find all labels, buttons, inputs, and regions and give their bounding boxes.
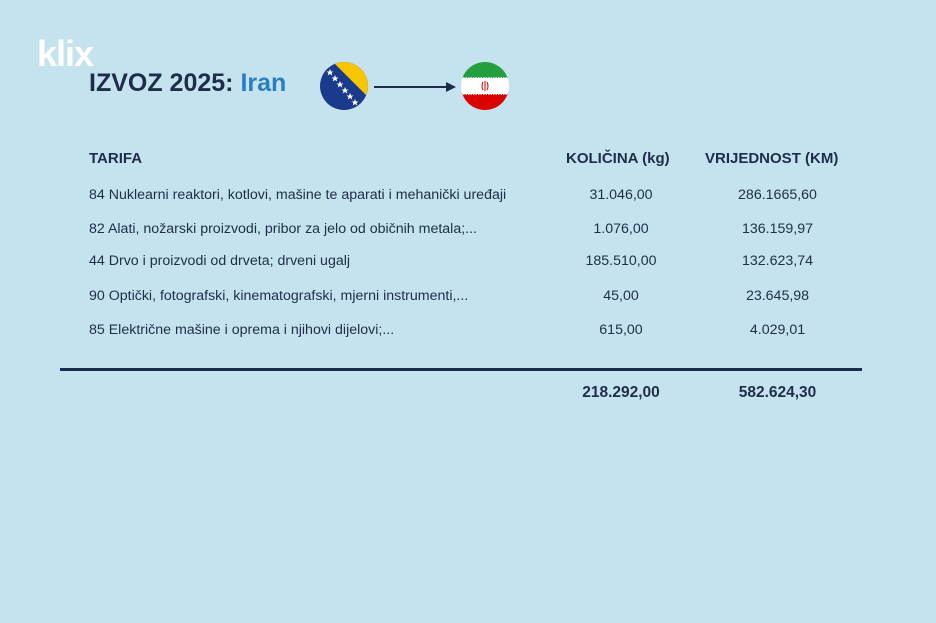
- row-tarifa: 82 Alati, nožarski proizvodi, pribor za jelo od običnih metala;...: [89, 221, 477, 237]
- title-country: Iran: [240, 69, 287, 97]
- table-row: [0, 253, 936, 273]
- bosnia-herzegovina-flag-icon: [320, 62, 368, 110]
- table-row: [0, 187, 936, 207]
- page-title: [89, 69, 286, 98]
- total-vrijednost: 582.624,30: [738, 384, 817, 401]
- row-vrijednost: 4.029,01: [749, 322, 806, 338]
- row-vrijednost: 132.623,74: [741, 253, 813, 269]
- table-row: [0, 288, 936, 308]
- table-row: [0, 221, 936, 241]
- row-tarifa: 44 Drvo i proizvodi od drveta; drveni ugalj: [89, 253, 351, 269]
- iran-flag-icon: [461, 62, 509, 110]
- row-tarifa: 90 Optički, fotografski, kinematografski, mjerni instrumenti,...: [89, 288, 469, 304]
- title-prefix: IZVOZ 2025:: [89, 69, 234, 97]
- arrow-right-icon: [374, 80, 456, 94]
- row-kolicina: 45,00: [603, 288, 639, 304]
- row-vrijednost: 136.159,97: [741, 221, 813, 237]
- svg-text:klix: klix: [37, 36, 94, 70]
- klix-logo: [37, 36, 113, 70]
- row-tarifa: 84 Nuklearni reaktori, kotlovi, mašine te aparati i mehanički uređaji: [89, 187, 507, 203]
- column-header-tarifa: TARIFA: [89, 150, 143, 167]
- column-header-kolicina: KOLIČINA (kg): [566, 150, 670, 167]
- total-kolicina: 218.292,00: [582, 384, 660, 401]
- row-kolicina: 1.076,00: [593, 221, 649, 237]
- row-vrijednost: 286.1665,60: [738, 187, 817, 203]
- column-header-vrijednost: VRIJEDNOST (KM): [705, 150, 839, 167]
- table-divider: [60, 368, 862, 371]
- row-tarifa: 85 Električne mašine i oprema i njihovi dijelovi;...: [89, 322, 395, 338]
- row-kolicina: 31.046,00: [589, 187, 653, 203]
- row-vrijednost: 23.645,98: [745, 288, 810, 304]
- row-kolicina: 185.510,00: [585, 253, 657, 269]
- row-kolicina: 615,00: [599, 322, 643, 338]
- table-row: [0, 322, 936, 342]
